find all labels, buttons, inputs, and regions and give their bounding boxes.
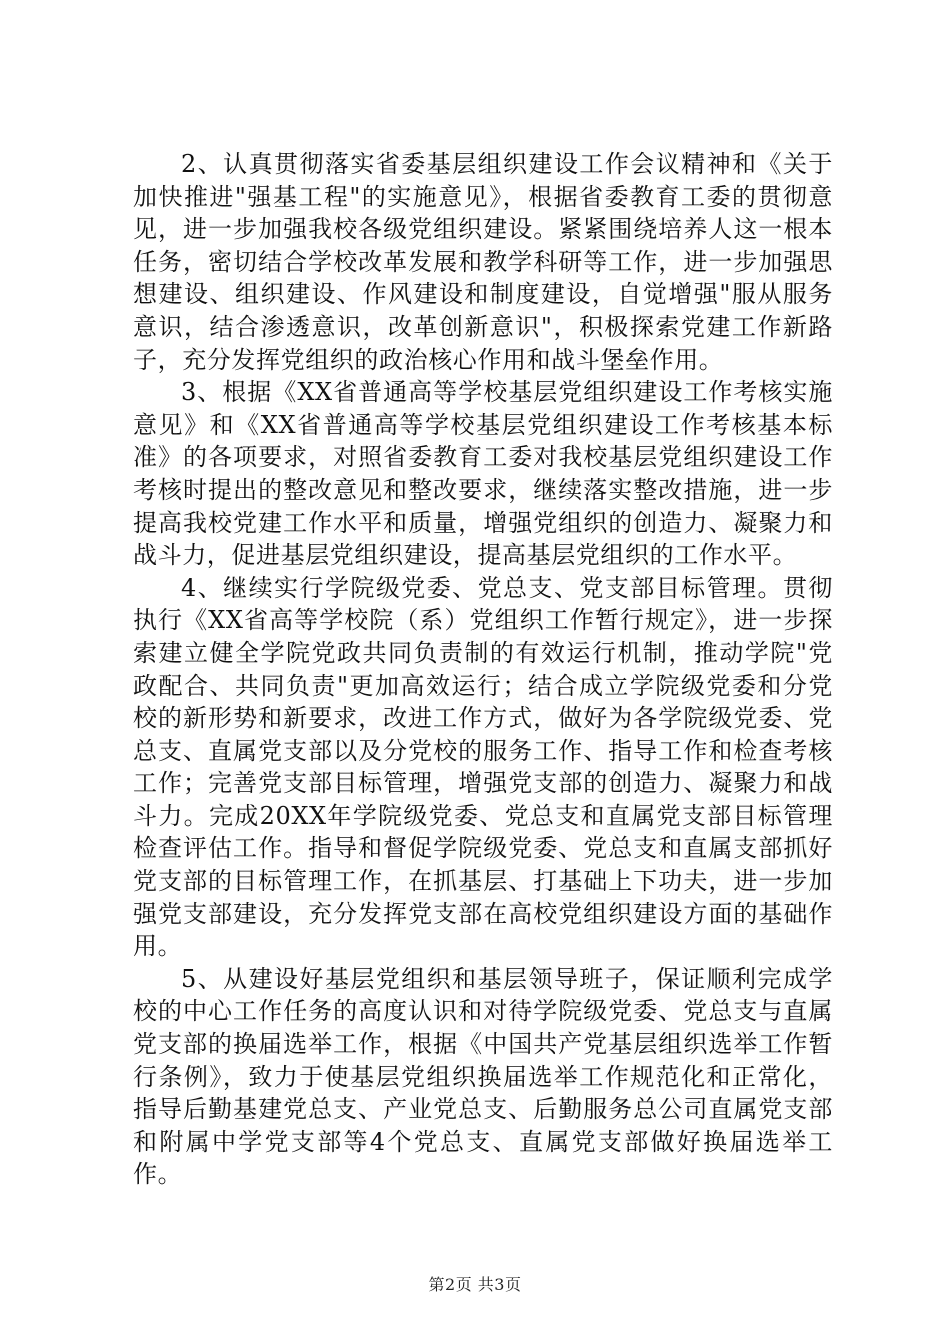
paragraph-item-2: 2、认真贯彻落实省委基层组织建设工作会议精神和《关于加快推进"强基工程"的实施意见》，根据省委教育工委的贯彻意见，进一步加强我校各级党组织建设。紧紧围绕培养人这一根本任务，密切结合学校改革发展和教学科研等工作，进一步加强思想建设、组织建设、作风建设和制度建设，自觉增强"服从服务意识，结合渗透意识，改革创新意识"，积极探索党建工作新路子，充分发挥党组织的政治核心作用和战斗堡垒作用。 — [133, 150, 833, 374]
paragraph-item-4: 4、继续实行学院级党委、党总支、党支部目标管理。贯彻执行《XX省高等学校院（系）党组织工作暂行规定》，进一步探索建立健全学院党政共同负责制的有效运行机制，推动学院"党政配合、共同负责"更加高效运行；结合成立学院级党委和分党校的新形势和新要求，改进工作方式，做好为各学院级党委、党总支、直属党支部以及分党校的服务工作、指导工作和检查考核工作；完善党支部目标管理，增强党支部的创造力、凝聚力和战斗力。完成20XX年学院级党委、党总支和直属党支部目标管理检查评估工作。指导和督促学院级党委、党总支和直属支部抓好党支部的目标管理工作，在抓基层、打基础上下功夫，进一步加强党支部建设，充分发挥党支部在高校党组织建设方面的基础作用。 — [133, 573, 833, 961]
paragraph-item-3: 3、根据《XX省普通高等学校基层党组织建设工作考核实施意见》和《XX省普通高等学校基层党组织建设工作考核基本标准》的各项要求，对照省委教育工委对我校基层党组织建设工作考核时提出的整改意见和整改要求，继续落实整改措施，进一步提高我校党建工作水平和质量，增强党组织的创造力、凝聚力和战斗力，促进基层党组织建设，提高基层党组织的工作水平。 — [133, 378, 833, 570]
page-footer: 第2页 共3页 — [428, 1275, 522, 1294]
document-body — [133, 148, 833, 1191]
paragraph-item-5: 5、从建设好基层党组织和基层领导班子，保证顺利完成学校的中心工作任务的高度认识和对待学院级党委、党总支与直属党支部的换届选举工作，根据《中国共产党基层组织选举工作暂行条例》，致力于使基层党组织换届选举工作规范化和正常化，指导后勤基建党总支、产业党总支、后勤服务总公司直属党支部和附属中学党支部等4个党总支、直属党支部做好换届选举工作。 — [133, 964, 833, 1189]
